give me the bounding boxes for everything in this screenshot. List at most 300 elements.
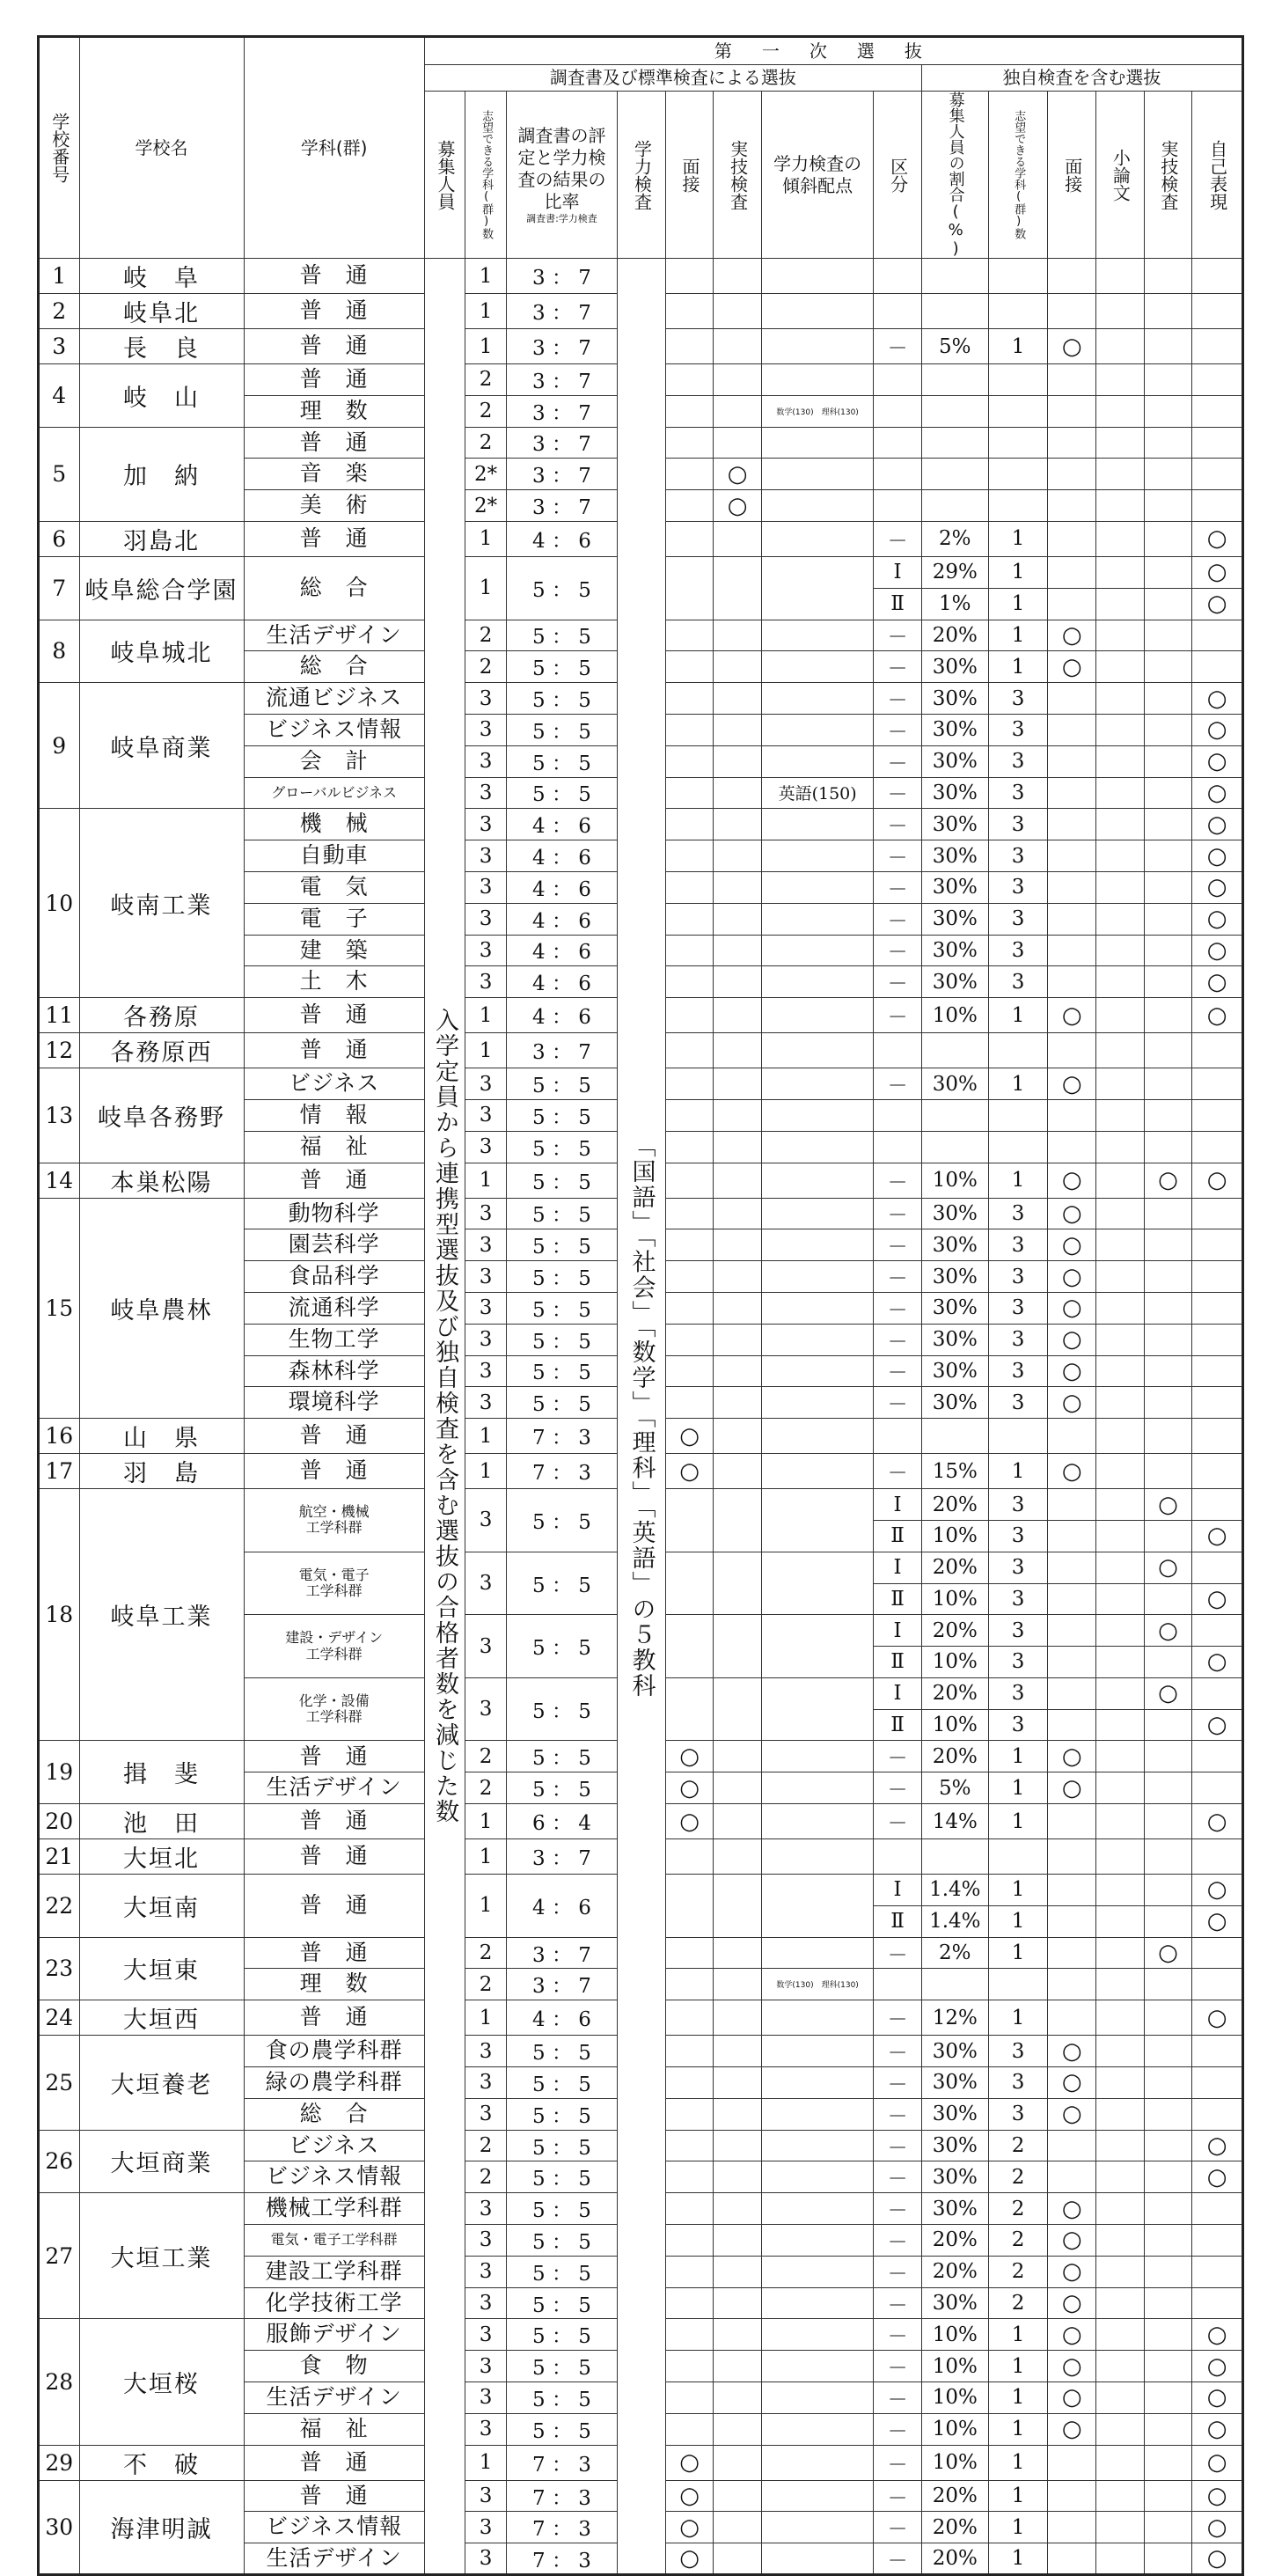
school-name: 山 県	[79, 1419, 244, 1454]
dept-count-2: 3	[988, 1615, 1048, 1647]
essay-mark	[1096, 2193, 1145, 2225]
weighted-score	[761, 2480, 873, 2512]
practical-mark	[714, 2351, 762, 2382]
essay-mark	[1096, 427, 1145, 459]
school-number: 3	[39, 329, 80, 364]
school-name: 岐 山	[79, 364, 244, 428]
essay-mark	[1096, 2098, 1145, 2130]
interview2-mark	[1048, 395, 1096, 427]
essay-mark	[1096, 259, 1145, 294]
department-name: 電 子	[244, 903, 424, 935]
school-name: 加 納	[79, 427, 244, 521]
ratio-value: 3 ： 7	[506, 364, 617, 396]
weighted-score	[761, 1772, 873, 1804]
recruit-count-text: 入学定員から連携型選抜及び独自検査を含む選抜の合格者数を減じた数	[431, 1008, 459, 1824]
practical2-mark	[1144, 259, 1192, 294]
practical-mark	[714, 2480, 762, 2512]
practical2-mark	[1144, 490, 1192, 522]
weighted-score	[761, 364, 873, 396]
self-expression-mark	[1192, 1387, 1243, 1419]
department-name: 理 数	[244, 395, 424, 427]
ratio-value: 7 ： 3	[506, 2480, 617, 2512]
quota-percent	[921, 294, 988, 329]
school-number: 7	[39, 556, 80, 620]
essay-mark	[1096, 777, 1145, 809]
ratio-value: 4 ： 6	[506, 903, 617, 935]
practical2-mark	[1144, 2319, 1192, 2351]
practical-mark	[714, 1677, 762, 1741]
essay-mark	[1096, 1292, 1145, 1324]
interview2-mark: ○	[1048, 1772, 1096, 1804]
essay-mark	[1096, 2130, 1145, 2161]
dept-count: 3	[465, 871, 507, 903]
dept-count: 1	[465, 1163, 507, 1198]
dept-count-2: 3	[988, 1198, 1048, 1229]
weighted-score	[761, 2319, 873, 2351]
dept-count-2: 1	[988, 1875, 1048, 1906]
practical2-mark	[1144, 2193, 1192, 2225]
weighted-score	[761, 998, 873, 1033]
practical2-mark	[1144, 1709, 1192, 1741]
practical-mark	[714, 1229, 762, 1261]
dept-count: 1	[465, 1033, 507, 1068]
school-name: 岐阜農林	[79, 1198, 244, 1419]
interview2-mark: ○	[1048, 1198, 1096, 1229]
department-name: 総 合	[244, 651, 424, 683]
dept-count: 3	[465, 966, 507, 998]
dept-count: 3	[465, 1292, 507, 1324]
practical2-mark	[1144, 1772, 1192, 1804]
school-name: 大垣南	[79, 1875, 244, 1938]
interview-mark	[665, 935, 714, 966]
quota-percent: 20%	[921, 1615, 988, 1647]
dept-count-2: 3	[988, 1355, 1048, 1387]
school-number: 30	[39, 2480, 80, 2574]
practical2-mark	[1144, 1099, 1192, 1131]
weighted-score	[761, 1355, 873, 1387]
division-value: －	[874, 966, 922, 998]
interview2-mark	[1048, 777, 1096, 809]
self-expression-mark	[1192, 1292, 1243, 1324]
division-value: －	[874, 683, 922, 715]
self-expression-mark	[1192, 2287, 1243, 2319]
practical2-mark	[1144, 1741, 1192, 1772]
practical2-mark	[1144, 620, 1192, 651]
interview-mark	[665, 294, 714, 329]
self-expression-mark: ○	[1192, 2130, 1243, 2161]
self-expression-mark: ○	[1192, 1804, 1243, 1839]
self-expression-mark: ○	[1192, 2512, 1243, 2543]
interview2-mark	[1048, 1099, 1096, 1131]
quota-percent: 10%	[921, 1583, 988, 1615]
self-expression-mark: ○	[1192, 2413, 1243, 2445]
dept-count-2: 3	[988, 2036, 1048, 2067]
department-name: 普 通	[244, 521, 424, 556]
self-expression-mark	[1192, 620, 1243, 651]
interview-mark: ○	[665, 1454, 714, 1489]
division-value: －	[874, 1355, 922, 1387]
interview-mark	[665, 2067, 714, 2099]
interview2-mark: ○	[1048, 1068, 1096, 1100]
department-name: 総 合	[244, 2098, 424, 2130]
weighted-score	[761, 2067, 873, 2099]
self-expression-mark: ○	[1192, 2161, 1243, 2193]
interview-mark: ○	[665, 1741, 714, 1772]
interview2-mark: ○	[1048, 2287, 1096, 2319]
ratio-value: 7 ： 3	[506, 2543, 617, 2575]
header-ratio: 調査書の評定と学力検査の結果の比率 調査書:学力検査	[506, 92, 617, 259]
self-expression-mark	[1192, 1772, 1243, 1804]
self-expression-mark: ○	[1192, 1709, 1243, 1741]
interview-mark	[665, 683, 714, 715]
interview2-mark	[1048, 294, 1096, 329]
practical2-mark	[1144, 966, 1192, 998]
weighted-score	[761, 521, 873, 556]
quota-percent: 10%	[921, 1520, 988, 1552]
quota-percent: 10%	[921, 2382, 988, 2414]
division-value: －	[874, 2067, 922, 2099]
interview-mark	[665, 1875, 714, 1938]
ratio-value: 5 ： 5	[506, 2130, 617, 2161]
weighted-score	[761, 903, 873, 935]
self-expression-mark	[1192, 490, 1243, 522]
interview-mark: ○	[665, 2480, 714, 2512]
dept-count: 3	[465, 2193, 507, 2225]
essay-mark	[1096, 1552, 1145, 1583]
quota-percent: 20%	[921, 1489, 988, 1521]
interview-mark	[665, 1969, 714, 2000]
quota-percent: 1%	[921, 588, 988, 620]
practical2-mark	[1144, 1261, 1192, 1293]
table-header	[39, 37, 1243, 259]
ratio-value: 4 ： 6	[506, 521, 617, 556]
practical2-mark	[1144, 1324, 1192, 1355]
interview-mark	[665, 809, 714, 840]
weighted-score	[761, 329, 873, 364]
dept-count: 2*	[465, 490, 507, 522]
weighted-score	[761, 1261, 873, 1293]
quota-percent	[921, 1033, 988, 1068]
ratio-value: 4 ： 6	[506, 998, 617, 1033]
ratio-value: 4 ： 6	[506, 809, 617, 840]
interview-mark: ○	[665, 1419, 714, 1454]
dept-count: 1	[465, 998, 507, 1033]
essay-mark	[1096, 966, 1145, 998]
self-expression-mark	[1192, 259, 1243, 294]
practical2-mark	[1144, 1454, 1192, 1489]
quota-percent: 30%	[921, 777, 988, 809]
quota-percent: 30%	[921, 1261, 988, 1293]
self-expression-mark: ○	[1192, 1905, 1243, 1937]
essay-mark	[1096, 2382, 1145, 2414]
practical2-mark	[1144, 2351, 1192, 2382]
self-expression-mark	[1192, 2067, 1243, 2099]
school-name: 羽島北	[79, 521, 244, 556]
quota-percent: 30%	[921, 2067, 988, 2099]
division-value: Ⅰ	[874, 1875, 922, 1906]
quota-percent: 20%	[921, 1552, 988, 1583]
dept-count: 1	[465, 2445, 507, 2480]
dept-count-2: 3	[988, 1677, 1048, 1709]
interview-mark	[665, 840, 714, 872]
dept-count: 3	[465, 1677, 507, 1741]
interview2-mark: ○	[1048, 1324, 1096, 1355]
dept-count-2: 3	[988, 777, 1048, 809]
quota-percent: 30%	[921, 871, 988, 903]
interview-mark	[665, 2382, 714, 2414]
self-expression-mark	[1192, 1419, 1243, 1454]
ratio-value: 4 ： 6	[506, 2000, 617, 2036]
self-expression-mark	[1192, 1741, 1243, 1772]
interview2-mark	[1048, 1131, 1096, 1163]
division-value: Ⅱ	[874, 1709, 922, 1741]
division-value	[874, 490, 922, 522]
interview2-mark: ○	[1048, 2351, 1096, 2382]
interview-mark	[665, 2036, 714, 2067]
division-value: Ⅱ	[874, 1583, 922, 1615]
school-name: 大垣商業	[79, 2130, 244, 2193]
practical-mark	[714, 1839, 762, 1875]
dept-count: 1	[465, 294, 507, 329]
dept-count-2: 2	[988, 2130, 1048, 2161]
practical-mark	[714, 1419, 762, 1454]
division-value: －	[874, 840, 922, 872]
interview2-mark: ○	[1048, 2382, 1096, 2414]
dept-count: 3	[465, 2036, 507, 2067]
practical-mark	[714, 840, 762, 872]
division-value	[874, 1131, 922, 1163]
practical2-mark	[1144, 2480, 1192, 2512]
self-expression-mark: ○	[1192, 2000, 1243, 2036]
interview2-mark	[1048, 1489, 1096, 1521]
quota-percent: 5%	[921, 1772, 988, 1804]
weighted-score	[761, 459, 873, 490]
essay-mark	[1096, 459, 1145, 490]
dept-count-2	[988, 1839, 1048, 1875]
quota-percent: 30%	[921, 1292, 988, 1324]
school-name: 池 田	[79, 1804, 244, 1839]
essay-mark	[1096, 1969, 1145, 2000]
dept-count: 3	[465, 683, 507, 715]
dept-count-2: 3	[988, 745, 1048, 777]
self-expression-mark: ○	[1192, 2543, 1243, 2575]
interview-mark	[665, 1099, 714, 1131]
interview2-mark	[1048, 683, 1096, 715]
department-name: 食 物	[244, 2351, 424, 2382]
weighted-score	[761, 1099, 873, 1131]
essay-mark	[1096, 620, 1145, 651]
self-expression-mark	[1192, 1839, 1243, 1875]
practical-mark	[714, 1489, 762, 1552]
department-name: 音 楽	[244, 459, 424, 490]
quota-percent: 30%	[921, 840, 988, 872]
division-value: －	[874, 1741, 922, 1772]
ratio-value: 5 ： 5	[506, 1489, 617, 1552]
ratio-value: 3 ： 7	[506, 259, 617, 294]
quota-percent: 30%	[921, 1387, 988, 1419]
school-name: 岐 阜	[79, 259, 244, 294]
quota-percent: 10%	[921, 998, 988, 1033]
practical-mark	[714, 683, 762, 715]
practical-mark	[714, 1355, 762, 1387]
quota-percent	[921, 1969, 988, 2000]
quota-percent: 30%	[921, 1198, 988, 1229]
header-academic: 学力検査	[618, 92, 666, 259]
quota-percent: 29%	[921, 556, 988, 588]
header-quota: 募集人員の割合(%)	[921, 92, 988, 259]
essay-mark	[1096, 714, 1145, 745]
interview2-mark: ○	[1048, 1292, 1096, 1324]
department-name: 普 通	[244, 998, 424, 1033]
interview-mark	[665, 1937, 714, 1969]
self-expression-mark: ○	[1192, 966, 1243, 998]
school-number: 8	[39, 620, 80, 683]
department-name: 自動車	[244, 840, 424, 872]
quota-percent: 30%	[921, 966, 988, 998]
essay-mark	[1096, 745, 1145, 777]
practical2-mark	[1144, 329, 1192, 364]
interview-mark	[665, 1677, 714, 1741]
essay-mark	[1096, 651, 1145, 683]
interview2-mark: ○	[1048, 2413, 1096, 2445]
self-expression-mark	[1192, 1229, 1243, 1261]
dept-count: 3	[465, 1198, 507, 1229]
self-expression-mark	[1192, 1969, 1243, 2000]
interview2-mark	[1048, 1033, 1096, 1068]
interview-mark: ○	[665, 1804, 714, 1839]
interview-mark	[665, 2256, 714, 2287]
practical2-mark	[1144, 1229, 1192, 1261]
quota-percent: 30%	[921, 683, 988, 715]
essay-mark	[1096, 2480, 1145, 2512]
quota-percent: 12%	[921, 2000, 988, 2036]
division-value: －	[874, 2000, 922, 2036]
practical-mark	[714, 2225, 762, 2257]
quota-percent: 20%	[921, 2480, 988, 2512]
dept-count-2: 1	[988, 1937, 1048, 1969]
essay-mark	[1096, 1419, 1145, 1454]
practical-mark	[714, 2000, 762, 2036]
dept-count-2: 1	[988, 1454, 1048, 1489]
interview-mark	[665, 490, 714, 522]
weighted-score	[761, 1131, 873, 1163]
essay-mark	[1096, 1804, 1145, 1839]
quota-percent: 10%	[921, 2351, 988, 2382]
interview2-mark	[1048, 490, 1096, 522]
department-name: 森林科学	[244, 1355, 424, 1387]
department-name: ビジネス	[244, 2130, 424, 2161]
school-number: 9	[39, 683, 80, 809]
division-value: －	[874, 1163, 922, 1198]
dept-count: 1	[465, 329, 507, 364]
quota-percent: 30%	[921, 714, 988, 745]
interview2-mark	[1048, 459, 1096, 490]
self-expression-mark	[1192, 1552, 1243, 1583]
weighted-score	[761, 1387, 873, 1419]
self-expression-mark	[1192, 1198, 1243, 1229]
ratio-value: 3 ： 7	[506, 294, 617, 329]
dept-count-2	[988, 259, 1048, 294]
self-expression-mark: ○	[1192, 2445, 1243, 2480]
self-expression-mark: ○	[1192, 521, 1243, 556]
quota-percent	[921, 1419, 988, 1454]
practical2-mark	[1144, 2382, 1192, 2414]
weighted-score	[761, 1489, 873, 1552]
interview2-mark: ○	[1048, 620, 1096, 651]
interview-mark	[665, 2413, 714, 2445]
practical2-mark	[1144, 777, 1192, 809]
practical2-mark	[1144, 1198, 1192, 1229]
ratio-value: 5 ： 5	[506, 1355, 617, 1387]
header-dept-count2: 志望できる学科(群)数	[988, 92, 1048, 259]
practical-mark	[714, 2193, 762, 2225]
interview-mark	[665, 1198, 714, 1229]
self-expression-mark: ○	[1192, 683, 1243, 715]
interview-mark	[665, 2161, 714, 2193]
interview2-mark	[1048, 2445, 1096, 2480]
dept-count-2	[988, 1419, 1048, 1454]
dept-count: 1	[465, 2000, 507, 2036]
practical2-mark	[1144, 1419, 1192, 1454]
self-expression-mark: ○	[1192, 556, 1243, 588]
quota-percent: 2%	[921, 521, 988, 556]
division-value: －	[874, 1772, 922, 1804]
interview2-mark	[1048, 1583, 1096, 1615]
practical-mark	[714, 259, 762, 294]
ratio-value: 5 ： 5	[506, 2098, 617, 2130]
quota-percent	[921, 459, 988, 490]
department-name: 生活デザイン	[244, 620, 424, 651]
department-name: 機械工学科群	[244, 2193, 424, 2225]
header-school-no: 学校番号	[39, 37, 80, 259]
quota-percent: 10%	[921, 2413, 988, 2445]
interview2-mark	[1048, 2480, 1096, 2512]
department-name: 流通ビジネス	[244, 683, 424, 715]
essay-mark	[1096, 1677, 1145, 1709]
essay-mark	[1096, 1839, 1145, 1875]
self-expression-mark: ○	[1192, 1163, 1243, 1198]
practical2-mark: ○	[1144, 1937, 1192, 1969]
interview-mark	[665, 364, 714, 396]
interview2-mark: ○	[1048, 1229, 1096, 1261]
quota-percent: 30%	[921, 1068, 988, 1100]
dept-count: 1	[465, 1419, 507, 1454]
practical-mark	[714, 1198, 762, 1229]
practical-mark	[714, 2256, 762, 2287]
quota-percent: 5%	[921, 329, 988, 364]
essay-mark	[1096, 364, 1145, 396]
interview-mark	[665, 620, 714, 651]
interview2-mark	[1048, 1804, 1096, 1839]
quota-percent: 20%	[921, 620, 988, 651]
practical-mark	[714, 1131, 762, 1163]
ratio-value: 5 ： 5	[506, 2351, 617, 2382]
department-name: 緑の農学科群	[244, 2067, 424, 2099]
weighted-score	[761, 840, 873, 872]
practical2-mark	[1144, 1969, 1192, 2000]
dept-count-2	[988, 459, 1048, 490]
school-number: 18	[39, 1489, 80, 1741]
interview2-mark	[1048, 2543, 1096, 2575]
dept-count-2: 2	[988, 2193, 1048, 2225]
division-value	[874, 427, 922, 459]
weighted-score	[761, 1937, 873, 1969]
self-expression-mark: ○	[1192, 588, 1243, 620]
practical2-mark: ○	[1144, 1163, 1192, 1198]
self-expression-mark: ○	[1192, 840, 1243, 872]
dept-count: 1	[465, 1875, 507, 1938]
ratio-value: 5 ： 5	[506, 1387, 617, 1419]
